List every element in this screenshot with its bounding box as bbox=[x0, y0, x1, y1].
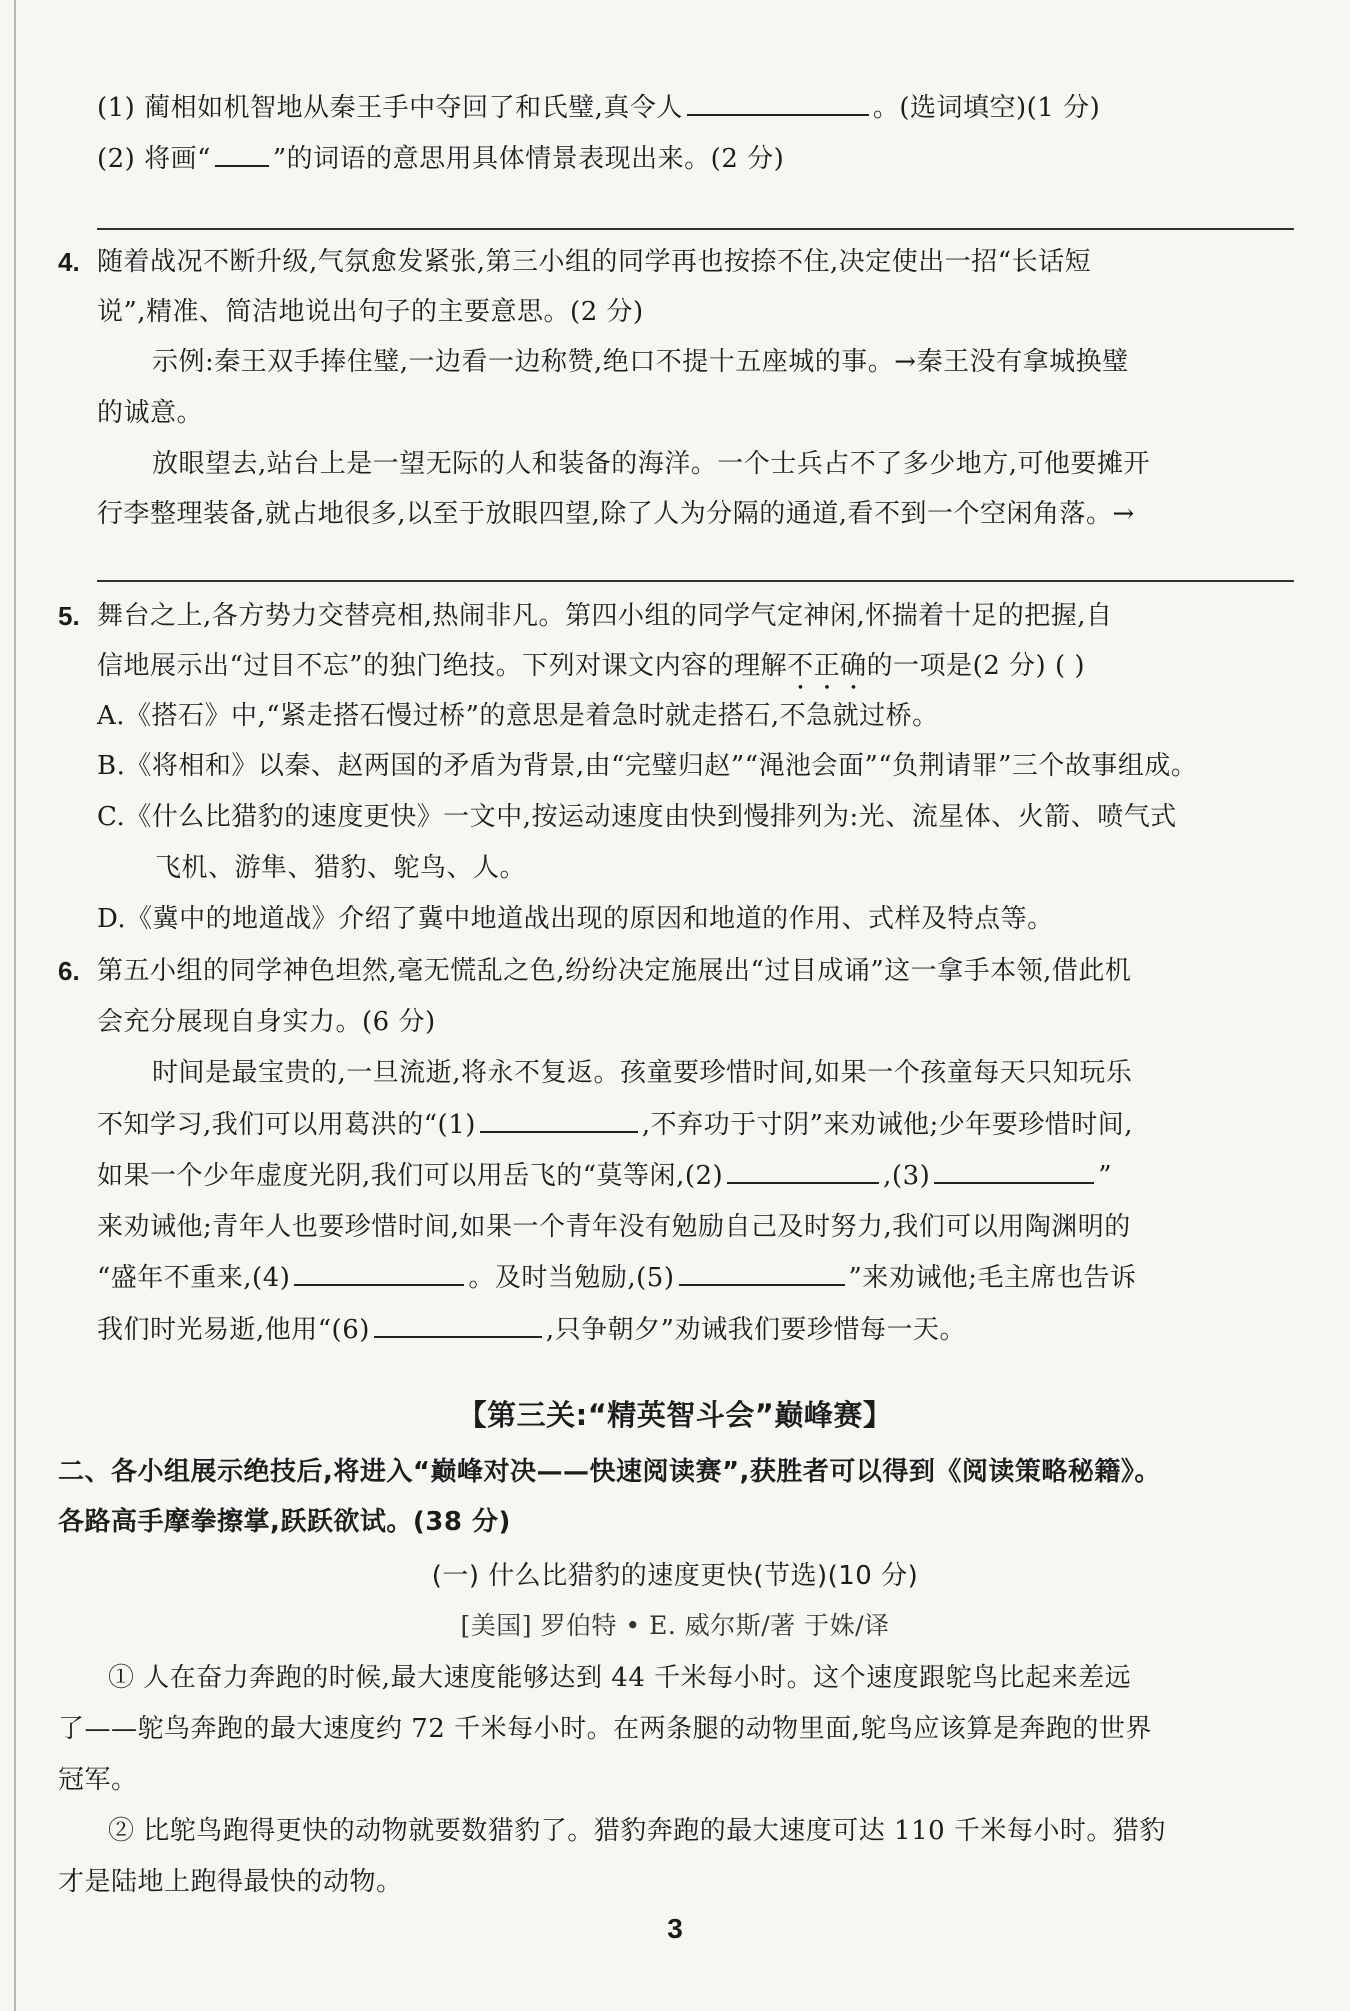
q5-option-a[interactable]: A.《搭石》中,“紧走搭石慢过桥”的意思是着急时就走搭石,不急就过桥。 bbox=[97, 701, 939, 731]
reading-para2-line1: ② 比鸵鸟跑得更快的动物就要数猎豹了。猎豹奔跑的最大速度可达 110 千米每小时。猎豹 bbox=[108, 1816, 1166, 1846]
q3-item1-blank[interactable] bbox=[687, 88, 869, 116]
q5-line1: 舞台之上,各方势力交替亮相,热闹非凡。第四小组的同学气定神闲,怀揣着十足的把握,自 bbox=[97, 601, 1113, 631]
section3-intro-line2: 各路高手摩拳擦掌,跃跃欲试。(38 分) bbox=[58, 1507, 511, 1537]
q3-item1: (1) 蔺相如机智地从秦王手中夺回了和氏璧,真令人 。(选词填空)(1 分) bbox=[97, 88, 1294, 128]
section3-title: 【第三关:“精英智斗会”巅峰赛】 bbox=[457, 1398, 893, 1432]
reading-byline: [美国] 罗伯特 • E. 威尔斯/著 于姝/译 bbox=[460, 1611, 890, 1640]
reading-title: (一) 什么比猎豹的速度更快(节选)(10 分) bbox=[431, 1561, 919, 1591]
q6-line1: 第五小组的同学神色坦然,毫无慌乱之色,纷纷决定施展出“过目成诵”这一拿手本领,借此机 bbox=[97, 956, 1132, 986]
q6-blank-4[interactable] bbox=[294, 1258, 464, 1286]
q6-blank-3[interactable] bbox=[934, 1156, 1094, 1184]
q4-passage-line1: 放眼望去,站台上是一望无际的人和装备的海洋。一个士兵占不了多少地方,可他要摊开 bbox=[152, 449, 1151, 479]
q4-number: 4. bbox=[58, 247, 80, 277]
q6-blank-6[interactable] bbox=[374, 1310, 542, 1338]
q4-example-line2: 的诚意。 bbox=[97, 398, 204, 428]
reading-para1-line2: 了——鸵鸟奔跑的最大速度约 72 千米每小时。在两条腿的动物里面,鸵鸟应该算是奔跑的世界 bbox=[58, 1714, 1152, 1744]
q5-option-b[interactable]: B.《将相和》以秦、赵两国的矛盾为背景,由“完璧归赵”“渑池会面”“负荆请罪”三个故事组成。 bbox=[97, 751, 1198, 781]
q6-para-line4: 来劝诫他;青年人也要珍惜时间,如果一个青年没有勉励自己及时努力,我们可以用陶渊明的 bbox=[97, 1212, 1131, 1242]
q4-example-line1: 示例:秦王双手捧住璧,一边看一边称赞,绝口不提十五座城的事。→秦王没有拿城换璧 bbox=[152, 347, 1129, 377]
q6-blank-2[interactable] bbox=[727, 1156, 879, 1184]
q5-option-c-cont: 飞机、游隼、猎豹、鸵鸟、人。 bbox=[155, 853, 527, 883]
q3-item2: (2) 将画“ ”的词语的意思用具体情景表现出来。(2 分) bbox=[97, 139, 1294, 179]
q5-line2: 信地展示出“过目不忘”的独门绝技。下列对课文内容的理解不正确的一项是(2 分) ( ) bbox=[97, 651, 1086, 681]
q4-line1: 随着战况不断升级,气氛愈发紧张,第三小组的同学再也按捺不住,决定使出一招“长话短 bbox=[97, 247, 1092, 277]
left-margin-rule bbox=[14, 0, 16, 2011]
q5-option-c[interactable]: C.《什么比猎豹的速度更快》一文中,按运动速度由快到慢排列为:光、流星体、火箭、喷气式 bbox=[97, 802, 1177, 832]
q5-option-d[interactable]: D.《冀中的地道战》介绍了冀中地道战出现的原因和地道的作用、式样及特点等。 bbox=[97, 904, 1054, 934]
page-number: 3 bbox=[667, 1913, 683, 1944]
q6-para-line3: 如果一个少年虚度光阴,我们可以用岳飞的“莫等闲,(2) ,(3) ” bbox=[97, 1156, 1294, 1196]
q4-line2: 说”,精准、简洁地说出句子的主要意思。(2 分) bbox=[97, 297, 644, 327]
q6-para-line2: 不知学习,我们可以用葛洪的“(1) ,不弃功于寸阴”来劝诫他;少年要珍惜时间, bbox=[97, 1105, 1294, 1145]
q6-line2: 会充分展现自身实力。(6 分) bbox=[97, 1007, 436, 1037]
q6-para-line1: 时间是最宝贵的,一旦流逝,将永不复返。孩童要珍惜时间,如果一个孩童每天只知玩乐 bbox=[152, 1058, 1133, 1088]
reading-para1-line1: ① 人在奋力奔跑的时候,最大速度能够达到 44 千米每小时。这个速度跟鸵鸟比起来差远 bbox=[108, 1663, 1132, 1693]
emphasis-not-correct: 不正确 bbox=[787, 651, 867, 681]
q6-number: 6. bbox=[58, 956, 80, 986]
q4-answer-line[interactable] bbox=[97, 580, 1294, 582]
q3-item2-blank bbox=[215, 139, 269, 167]
q4-passage-line2: 行李整理装备,就占地很多,以至于放眼四望,除了人为分隔的通道,看不到一个空闲角落。→ bbox=[97, 499, 1135, 529]
q6-blank-5[interactable] bbox=[679, 1258, 845, 1286]
q6-para-line5: “盛年不重来,(4) 。及时当勉励,(5) ”来劝诫他;毛主席也告诉 bbox=[97, 1258, 1294, 1298]
q3-answer-line[interactable] bbox=[97, 228, 1294, 230]
reading-para1-line3: 冠军。 bbox=[58, 1765, 138, 1795]
q5-number: 5. bbox=[58, 601, 80, 631]
reading-para2-line2: 才是陆地上跑得最快的动物。 bbox=[58, 1867, 403, 1897]
section3-intro-line1: 二、各小组展示绝技后,将进入“巅峰对决——快速阅读赛”,获胜者可以得到《阅读策略秘籍》。 bbox=[58, 1457, 1161, 1487]
q6-blank-1[interactable] bbox=[480, 1105, 638, 1133]
q6-para-line6: 我们时光易逝,他用“(6) ,只争朝夕”劝诫我们要珍惜每一天。 bbox=[97, 1310, 1294, 1350]
